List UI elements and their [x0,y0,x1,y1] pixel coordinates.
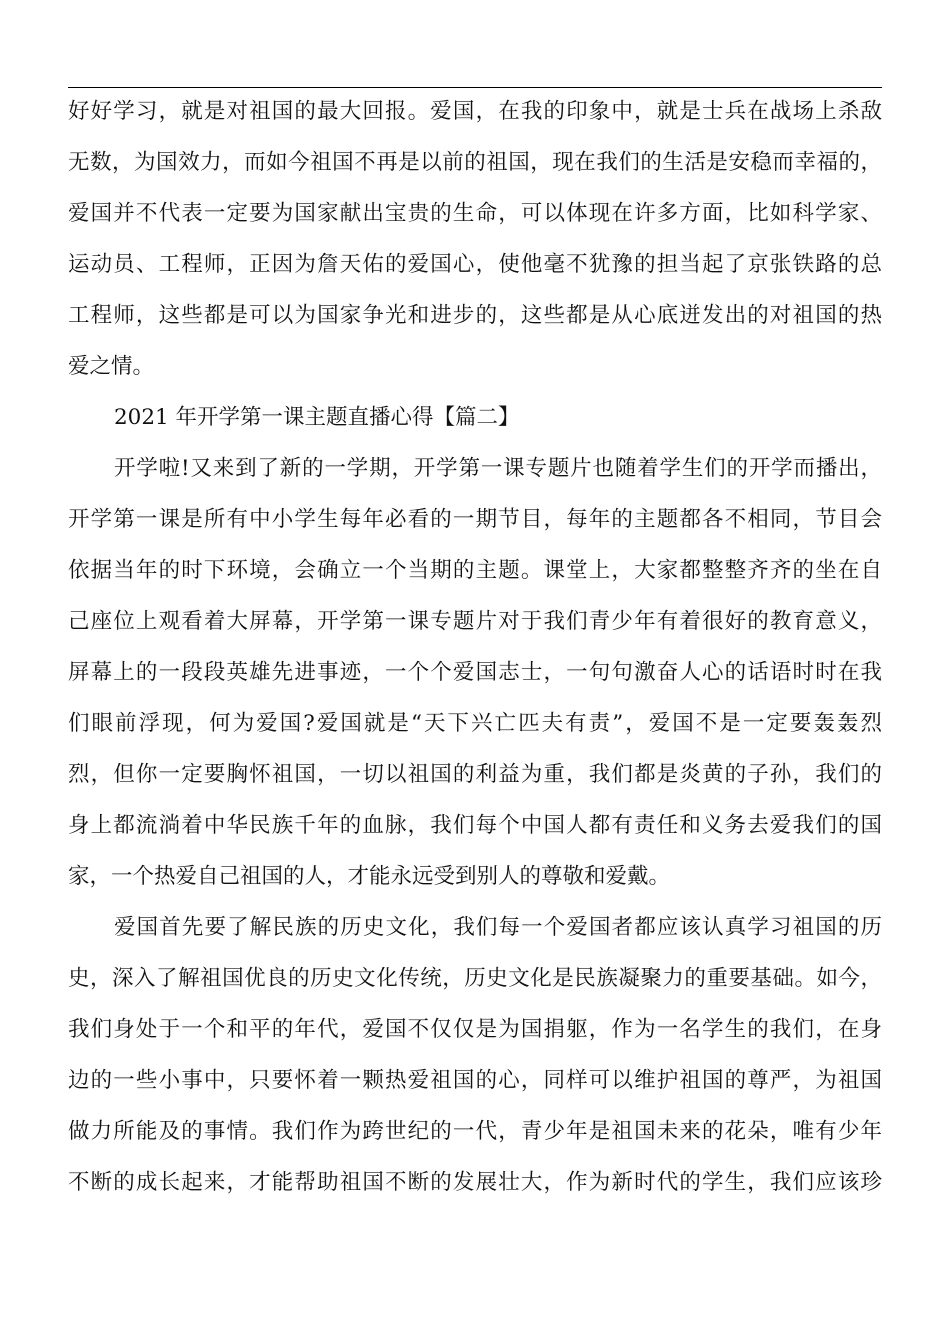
text-line: 开学啦!又来到了新的一学期，开学第一课专题片也随着学生们的开学而播出， [114,456,882,481]
text-line: 开学第一课是所有中小学生每年必看的一期节目，每年的主题都各不相同，节目会 [68,507,882,532]
text-line: 身上都流淌着中华民族千年的血脉，我们每个中国人都有责任和义务去爱我们的国 [68,813,882,838]
text-line: 工程师，这些都是可以为国家争光和进步的，这些都是从心底迸发出的对祖国的热 [68,303,882,328]
text-line: 史，深入了解祖国优良的历史文化传统，历史文化是民族凝聚力的重要基础。如今， [68,966,882,991]
text-line: 无数，为国效力，而如今祖国不再是以前的祖国，现在我们的生活是安稳而幸福的， [68,150,882,175]
body-text [68,86,882,1208]
text-line: 烈，但你一定要胸怀祖国，一切以祖国的利益为重，我们都是炎黄的子孙，我们的 [68,762,882,787]
text-line: 做力所能及的事情。我们作为跨世纪的一代，青少年是祖国未来的花朵，唯有少年 [68,1119,882,1144]
text-line: 屏幕上的一段段英雄先进事迹，一个个爱国志士，一句句激奋人心的话语时时在我 [68,660,882,685]
text-line: 爱国首先要了解民族的历史文化，我们每一个爱国者都应该认真学习祖国的历 [114,915,882,940]
text-line: 依据当年的时下环境，会确立一个当期的主题。课堂上，大家都整整齐齐的坐在自 [68,558,882,583]
text-line: 家，一个热爱自己祖国的人，才能永远受到别人的尊敬和爱戴。 [68,864,671,889]
text-line: 爱之情。 [68,354,155,379]
text-line: 运动员、工程师，正因为詹天佑的爱国心，使他毫不犹豫的担当起了京张铁路的总 [68,252,882,277]
section-heading: 2021 年开学第一课主题直播心得【篇二】 [114,405,520,430]
text-line: 边的一些小事中，只要怀着一颗热爱祖国的心，同样可以维护祖国的尊严，为祖国 [68,1068,882,1093]
text-line: 好好学习，就是对祖国的最大回报。爱国，在我的印象中，就是士兵在战场上杀敌 [68,99,882,124]
text-line: 不断的成长起来，才能帮助祖国不断的发展壮大，作为新时代的学生，我们应该珍 [68,1170,882,1195]
text-line: 我们身处于一个和平的年代，爱国不仅仅是为国捐躯，作为一名学生的我们，在身 [68,1017,882,1042]
text-line: 己座位上观看着大屏幕，开学第一课专题片对于我们青少年有着很好的教育意义， [68,609,882,634]
text-line: 爱国并不代表一定要为国家献出宝贵的生命，可以体现在许多方面，比如科学家、 [68,201,882,226]
text-line: 们眼前浮现，何为爱国?爱国就是“天下兴亡匹夫有责”，爱国不是一定要轰轰烈 [68,711,882,736]
